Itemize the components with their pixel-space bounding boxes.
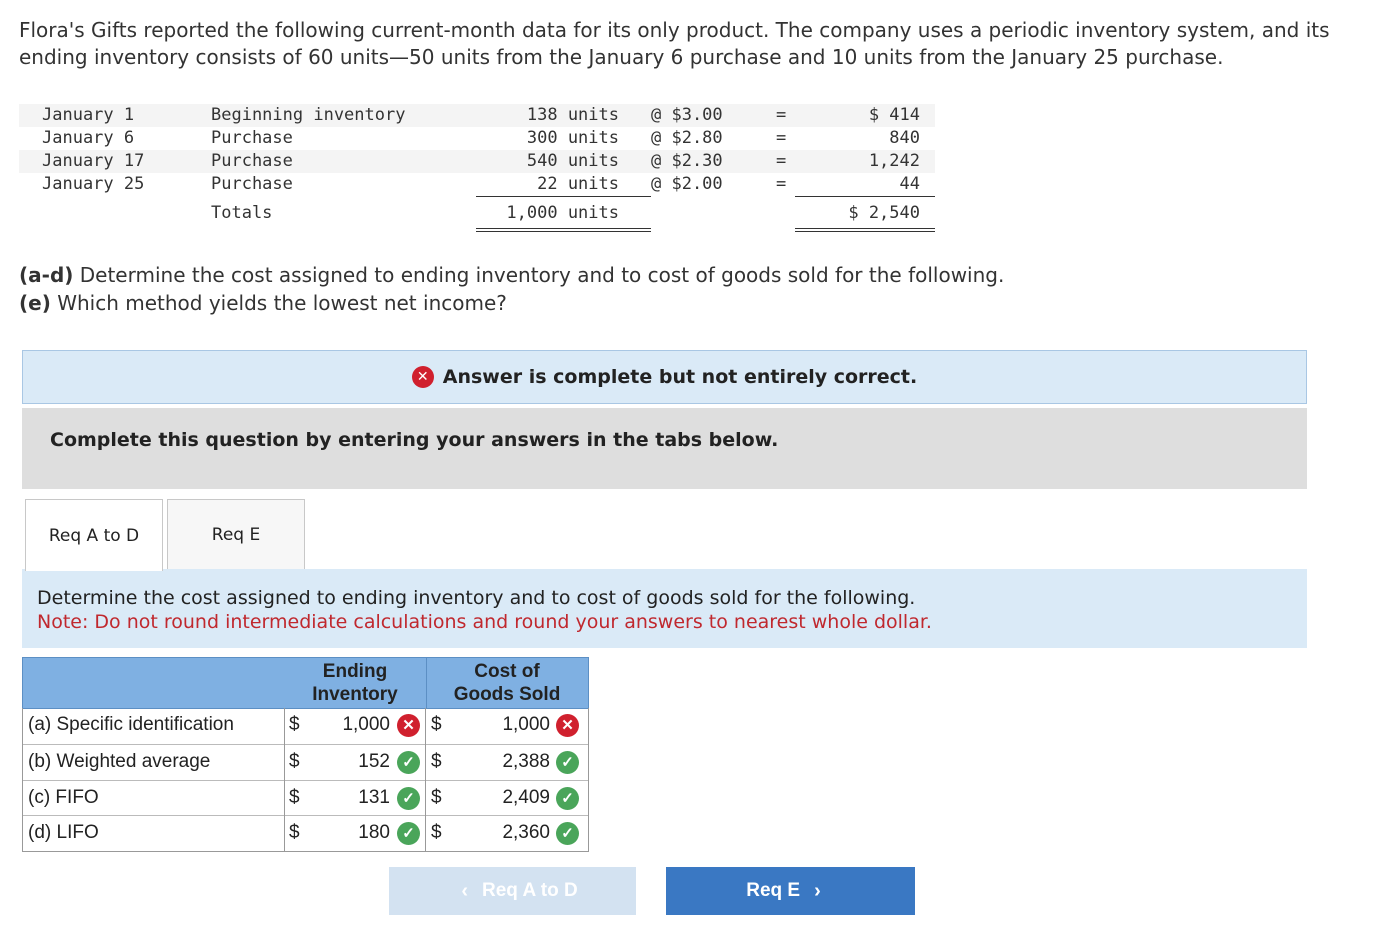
header-cost-of-goods-sold (426, 658, 588, 708)
inventory-totals-row (19, 202, 935, 225)
ending-inventory-input[interactable]: 180 (358, 822, 390, 843)
inventory-table (19, 104, 935, 240)
row-label: (a) Specific identification (28, 714, 234, 735)
correct-check-icon: ✓ (556, 751, 579, 774)
header-line: Inventory (312, 684, 398, 705)
totals-amount: $ 2,540 (848, 203, 920, 223)
currency-symbol: $ (431, 751, 442, 772)
question-a-d-text: Determine the cost assigned to ending inventory and to cost of goods sold for the following. (73, 263, 1005, 287)
inventory-row (19, 127, 935, 150)
column-divider (284, 708, 285, 852)
inventory-unit-cost: @ $3.00 (651, 105, 723, 125)
inventory-date: January 1 (42, 105, 135, 125)
inventory-date: January 6 (42, 128, 135, 148)
currency-symbol: $ (431, 714, 442, 735)
currency-symbol: $ (431, 822, 442, 843)
inventory-units: 138 units (526, 105, 619, 125)
inventory-amount: 1,242 (868, 151, 920, 171)
header-line: Ending (322, 661, 388, 682)
equals-sign: = (776, 174, 787, 194)
cogs-input[interactable]: 2,409 (502, 787, 550, 808)
inventory-units: 22 units (537, 174, 619, 194)
incorrect-icon: ✕ (556, 714, 579, 737)
chevron-right-icon: › (814, 879, 821, 902)
table-row (23, 780, 588, 816)
equals-sign: = (776, 105, 787, 125)
inventory-date: January 17 (42, 151, 145, 171)
correct-check-icon: ✓ (556, 822, 579, 845)
chevron-left-icon: ‹ (461, 879, 468, 902)
ending-inventory-input[interactable]: 131 (358, 787, 390, 808)
header-ending-inventory (285, 658, 425, 708)
table-row (23, 815, 588, 851)
row-label: (b) Weighted average (28, 751, 211, 772)
cogs-input[interactable]: 2,388 (502, 751, 550, 772)
row-label: (c) FIFO (28, 787, 99, 808)
incorrect-icon: ✕ (397, 714, 420, 737)
result-banner (22, 350, 1307, 404)
inventory-desc: Beginning inventory (211, 105, 406, 125)
inventory-desc: Purchase (211, 128, 293, 148)
inventory-amount: $ 414 (868, 105, 920, 125)
cogs-input[interactable]: 1,000 (502, 714, 550, 735)
inventory-amount: 840 (889, 128, 920, 148)
tab-req-e[interactable] (167, 499, 305, 570)
inventory-unit-cost: @ $2.80 (651, 128, 723, 148)
question-a-d (19, 261, 1004, 289)
answers-table-header (22, 657, 589, 709)
equals-sign: = (776, 128, 787, 148)
prev-tab-button[interactable] (389, 867, 636, 915)
ending-inventory-input[interactable]: 152 (358, 751, 390, 772)
inventory-desc: Purchase (211, 174, 293, 194)
tab-panel-header (22, 569, 1307, 648)
problem-intro: Flora's Gifts reported the following current-month data for its only product. The company uses a periodic inventory system, and its ending inventory consists of 60 units—50 units from the January 6 purchase and 10 units from the January 25 purchase. (19, 18, 1330, 69)
tab-label: Req A to D (48, 525, 140, 546)
column-divider (425, 708, 426, 852)
cogs-input[interactable]: 2,360 (502, 822, 550, 843)
x-circle-icon: ✕ (412, 366, 434, 388)
header-divider (426, 658, 427, 708)
question-e-text: Which method yields the lowest net income? (50, 291, 507, 315)
header-line: Goods Sold (453, 684, 561, 705)
answers-body (22, 708, 589, 852)
totals-units: 1,000 units (506, 203, 619, 223)
inventory-unit-cost: @ $2.00 (651, 174, 723, 194)
correct-check-icon: ✓ (397, 822, 420, 845)
units-double-underline (476, 228, 651, 232)
amount-underline (795, 196, 935, 197)
answers-table (22, 657, 589, 852)
ending-inventory-input[interactable]: 1,000 (342, 714, 390, 735)
totals-label: Totals (211, 203, 273, 223)
units-underline (476, 196, 651, 197)
inventory-row (19, 150, 935, 173)
tab-label: Req E (211, 524, 261, 545)
correct-check-icon: ✓ (556, 787, 579, 810)
inventory-unit-cost: @ $2.30 (651, 151, 723, 171)
next-tab-button[interactable] (666, 867, 915, 915)
equals-sign: = (776, 151, 787, 171)
tab-req-a-to-d[interactable] (25, 499, 163, 571)
question-e-label: (e) (19, 291, 51, 315)
question-prompts (19, 261, 1004, 317)
header-line: Cost of (474, 661, 540, 682)
prev-tab-label: Req A to D (481, 880, 578, 901)
currency-symbol: $ (431, 787, 442, 808)
inventory-units: 540 units (526, 151, 619, 171)
currency-symbol: $ (289, 787, 300, 808)
row-label: (d) LIFO (28, 822, 99, 843)
inventory-units: 300 units (526, 128, 619, 148)
amount-double-underline (795, 228, 935, 232)
inventory-row (19, 104, 935, 127)
currency-symbol: $ (289, 822, 300, 843)
currency-symbol: $ (289, 714, 300, 735)
inventory-amount: 44 (899, 174, 920, 194)
correct-check-icon: ✓ (397, 751, 420, 774)
panel-instruction: Determine the cost assigned to ending inventory and to cost of goods sold for the following. (37, 587, 916, 609)
panel-note: Note: Do not round intermediate calculations and round your answers to nearest whole dollar. (37, 611, 932, 633)
correct-check-icon: ✓ (397, 787, 420, 810)
inventory-row (19, 173, 935, 196)
instruction-bar: Complete this question by entering your answers in the tabs below. (22, 408, 1307, 489)
inventory-desc: Purchase (211, 151, 293, 171)
table-row (23, 708, 588, 743)
result-banner-text: Answer is complete but not entirely correct. (442, 366, 918, 388)
table-row (23, 744, 588, 780)
question-e (19, 289, 1004, 317)
next-tab-label: Req E (746, 880, 801, 901)
currency-symbol: $ (289, 751, 300, 772)
question-a-d-label: (a-d) (19, 263, 74, 287)
inventory-date: January 25 (42, 174, 145, 194)
